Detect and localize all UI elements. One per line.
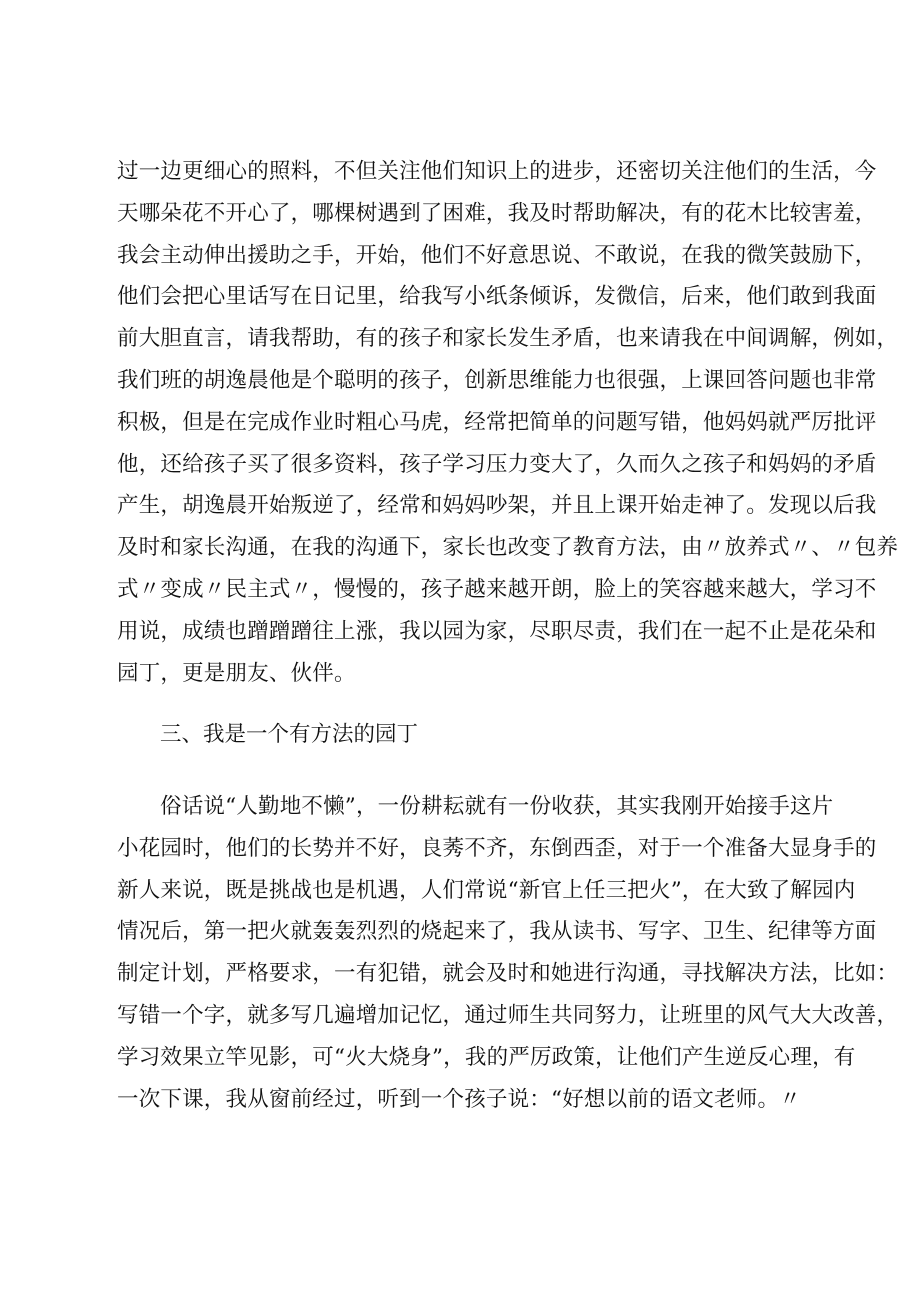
paragraph-line: 小花园时，他们的长势并不好，良莠不齐，东倒西歪，对于一个准备大显身手的 [117,835,877,861]
paragraph-line: 学习效果立竿见影，可“火大烧身”，我的严厉政策，让他们产生逆反心理，有 [117,1044,856,1070]
paragraph-line: 他们会把心里话写在日记里，给我写小纸条倾诉，发微信，后来，他们敢到我面 [117,284,877,310]
paragraph-line: 我们班的胡逸晨他是个聪明的孩子，创新思维能力也很强，上课回答问题也非常 [117,367,877,393]
paragraph-line: 新人来说，既是挑战也是机遇，人们常说“新官上任三把火”，在大致了解园内 [117,877,856,903]
paragraph-line: 用说，成绩也蹭蹭蹭往上涨，我以园为家，尽职尽责，我们在一起不止是花朵和 [117,618,877,644]
paragraph-line: 园丁，更是朋友、伙伴。 [117,660,356,686]
paragraph-line: 制定计划，严格要求，一有犯错，就会及时和她进行沟通，寻找解决方法，比如： [117,961,899,987]
paragraph-line: 前大胆直言，请我帮助，有的孩子和家长发生矛盾，也来请我在中间调解，例如， [117,326,899,352]
paragraph-1 [117,151,899,694]
paragraph-line: 产生，胡逸晨开始叛逆了，经常和妈妈吵架，并且上课开始走神了。发现以后我 [117,493,877,519]
paragraph-line: 天哪朵花不开心了，哪棵树遇到了困难，我及时帮助解决，有的花木比较害羞， [117,200,877,226]
paragraph-line: 他，还给孩子买了很多资料，孩子学习压力变大了，久而久之孩子和妈妈的矛盾 [117,451,877,477]
paragraph-line: 写错一个字，就多写几遍增加记忆，通过师生共同努力，让班里的风气大大改善， [117,1002,899,1028]
paragraph-line: 式〃变成〃民主式〃，慢慢的，孩子越来越开朗，脸上的笑容越来越大，学习不 [117,576,877,602]
paragraph-line: 及时和家长沟通，在我的沟通下，家长也改变了教育方法，由〃放养式〃、〃包养 [117,535,899,561]
paragraph-line: 情况后，第一把火就轰轰烈烈的烧起来了，我从读书、写字、卫生、纪律等方面 [117,919,877,945]
paragraph-line: 积极，但是在完成作业时粗心马虎，经常把简单的问题写错，他妈妈就严厉批评 [117,409,877,435]
section-heading: 三、我是一个有方法的园丁 [160,722,419,747]
paragraph-line: 俗话说“人勤地不懒”，一份耕耘就有一份收获，其实我刚开始接手这片 [160,794,834,819]
paragraph-2 [117,786,899,1120]
paragraph-line: 一次下课，我从窗前经过，听到一个孩子说：“好想以前的语文老师。〃 [117,1086,801,1112]
paragraph-line: 过一边更细心的照料，不但关注他们知识上的进步，还密切关注他们的生活，今 [117,159,877,184]
paragraph-line: 我会主动伸出援助之手，开始，他们不好意思说、不敢说，在我的微笑鼓励下， [117,242,877,268]
